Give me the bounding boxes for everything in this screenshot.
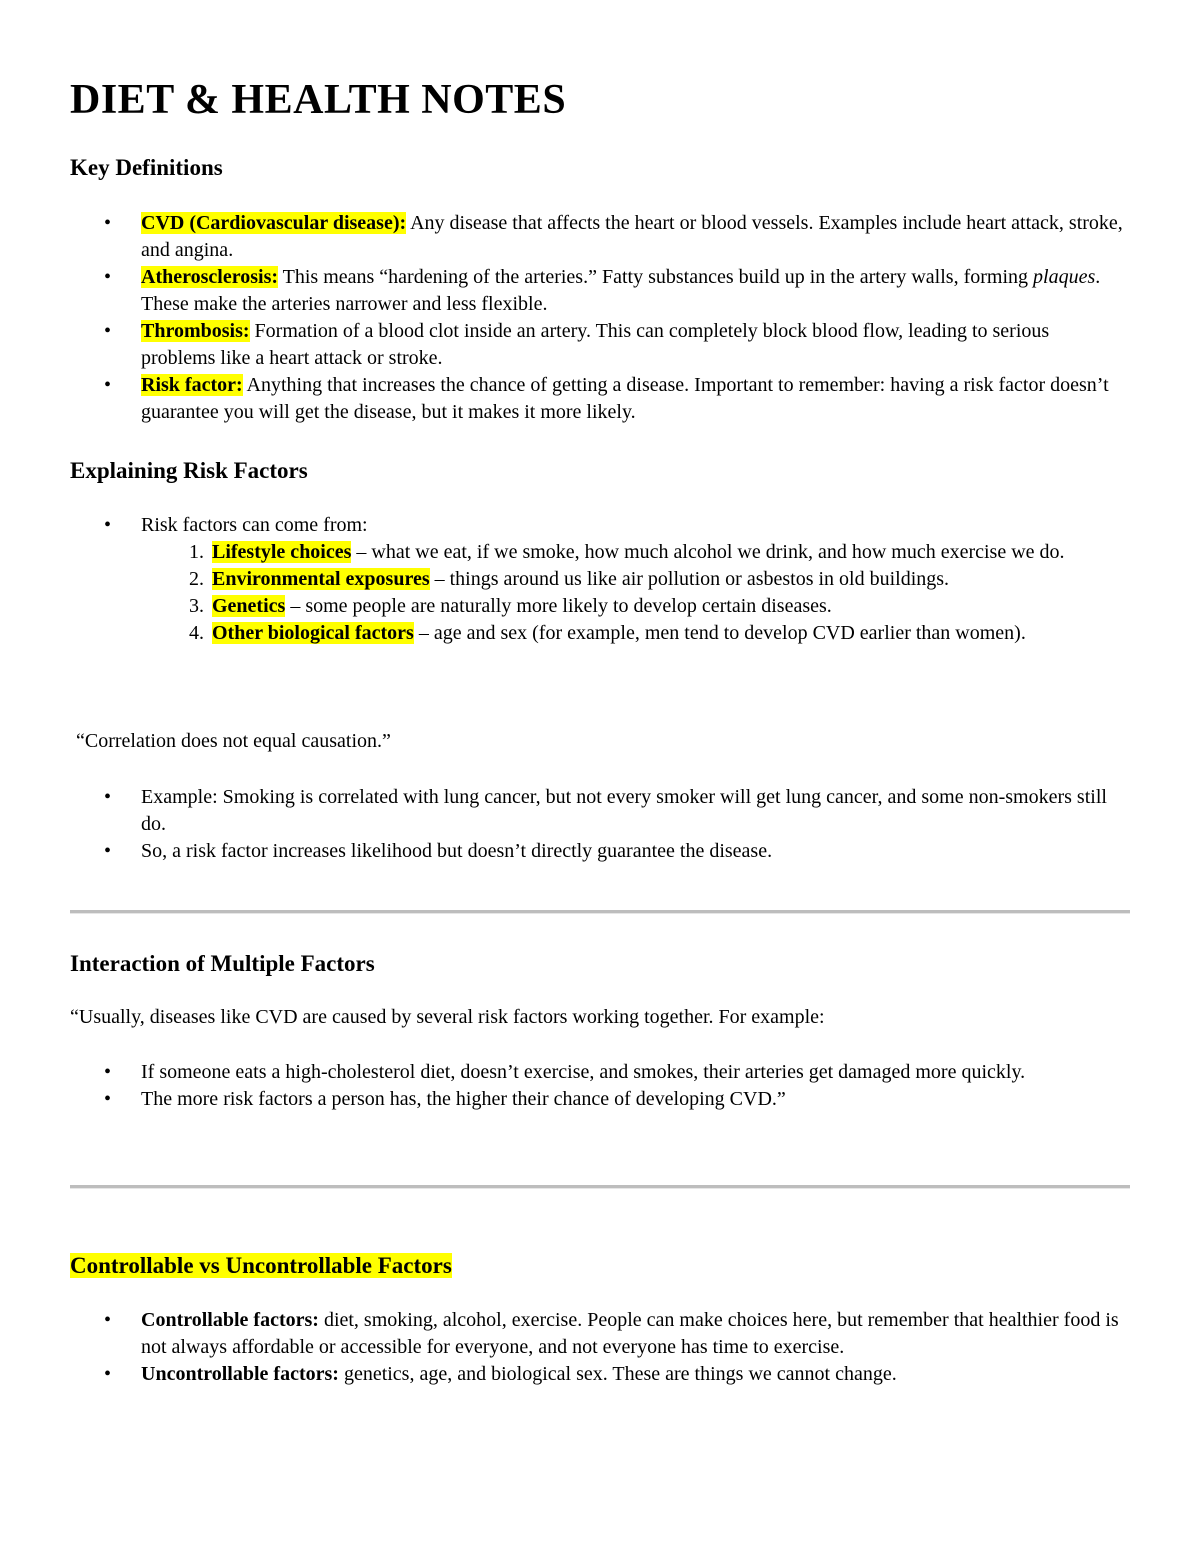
definition-thrombosis — [141, 318, 1126, 372]
source-text: – things around us like air pollution or asbestos in old buildings. — [429, 568, 950, 590]
factor-text: diet, smoking, alcohol, exercise. People can make choices here, but remember that healthier food is not always affordable or accessible for everyone, and not everyone has time to exercise. — [141, 1309, 1119, 1358]
correlation-points-list — [141, 784, 1126, 865]
risk-source-genetics — [189, 593, 1112, 620]
list-number: 2. — [189, 568, 204, 590]
horizontal-divider — [70, 910, 1130, 914]
risk-source-biological — [189, 620, 1112, 647]
interaction-heading: Interaction of Multiple Factors — [70, 951, 375, 976]
source-text: – age and sex (for example, men tend to develop CVD earlier than women). — [413, 622, 1026, 644]
list-number: 3. — [189, 595, 204, 617]
source-text: – some people are naturally more likely to develop certain diseases. — [285, 595, 832, 617]
definition-text: Anything that increases the chance of getting a disease. Important to remember: having a risk factor doesn’t guarantee you will get the disease, but it makes it more likely. — [141, 374, 1109, 423]
term-genetics: Genetics — [212, 595, 286, 617]
controllable-heading-text: Controllable vs Uncontrollable Factors — [70, 1253, 452, 1278]
key-definitions-heading: Key Definitions — [70, 155, 223, 180]
definition-atherosclerosis — [141, 264, 1126, 318]
term-lifestyle: Lifestyle choices — [212, 541, 352, 563]
list-number: 4. — [189, 622, 204, 644]
list-number: 1. — [189, 541, 204, 563]
term-biological: Other biological factors — [212, 622, 414, 644]
list-item: • If someone eats a high-cholesterol diet, doesn’t exercise, and smokes, their arteries get damaged more quickly. — [141, 1059, 1126, 1086]
interaction-points-list — [141, 1059, 1126, 1113]
risk-sources-list — [189, 539, 1112, 647]
controllable-heading — [70, 1251, 452, 1281]
risk-sources-intro-list — [141, 512, 1126, 539]
risk-source-lifestyle — [189, 539, 1112, 566]
key-definitions-list — [141, 210, 1126, 426]
list-item: • Example: Smoking is correlated with lung cancer, but not every smoker will get lung cancer, and some non-smokers still do. — [141, 784, 1126, 838]
term-atherosclerosis: Atherosclerosis: — [141, 266, 279, 288]
list-item: • So, a risk factor increases likelihood but doesn’t directly guarantee the disease. — [141, 838, 1126, 865]
definition-text: This means “hardening of the arteries.” Fatty substances build up in the artery walls, forming — [278, 266, 1034, 288]
uncontrollable-factors-item — [141, 1361, 1126, 1388]
factor-text: genetics, age, and biological sex. These are things we cannot change. — [338, 1363, 897, 1385]
risk-source-environmental — [189, 566, 1112, 593]
page-title: DIET & HEALTH NOTES — [70, 77, 567, 123]
controllable-factors-item — [141, 1307, 1126, 1361]
definition-cvd — [141, 210, 1126, 264]
interaction-intro: “Usually, diseases like CVD are caused by several risk factors working together. For example: — [70, 1006, 825, 1028]
definition-text: Formation of a blood clot inside an artery. This can completely block blood flow, leading to serious problems like a heart attack or stroke. — [141, 320, 1050, 369]
definition-risk-factor — [141, 372, 1126, 426]
term-controllable: Controllable factors: — [141, 1309, 319, 1331]
term-environmental: Environmental exposures — [212, 568, 430, 590]
list-item: • The more risk factors a person has, the higher their chance of developing CVD.” — [141, 1086, 1126, 1113]
definition-text: Any disease that affects the heart or blood vessels. Examples include heart attack, stroke, and angina. — [141, 212, 1123, 261]
explaining-risk-factors-heading: Explaining Risk Factors — [70, 458, 308, 483]
controllable-list — [141, 1307, 1126, 1388]
list-item: • Risk factors can come from: — [141, 512, 1126, 539]
correlation-quote: “Correlation does not equal causation.” — [76, 730, 391, 752]
term-cvd: CVD (Cardiovascular disease): — [141, 212, 407, 234]
term-risk-factor: Risk factor: — [141, 374, 243, 396]
definition-text: . These make the arteries narrower and less flexible. — [141, 266, 1101, 315]
term-uncontrollable: Uncontrollable factors: — [141, 1363, 339, 1385]
source-text: – what we eat, if we smoke, how much alcohol we drink, and how much exercise we do. — [351, 541, 1065, 563]
horizontal-divider — [70, 1185, 1130, 1189]
term-thrombosis: Thrombosis: — [141, 320, 250, 342]
italic-term-plaques: plaques — [1033, 266, 1096, 288]
